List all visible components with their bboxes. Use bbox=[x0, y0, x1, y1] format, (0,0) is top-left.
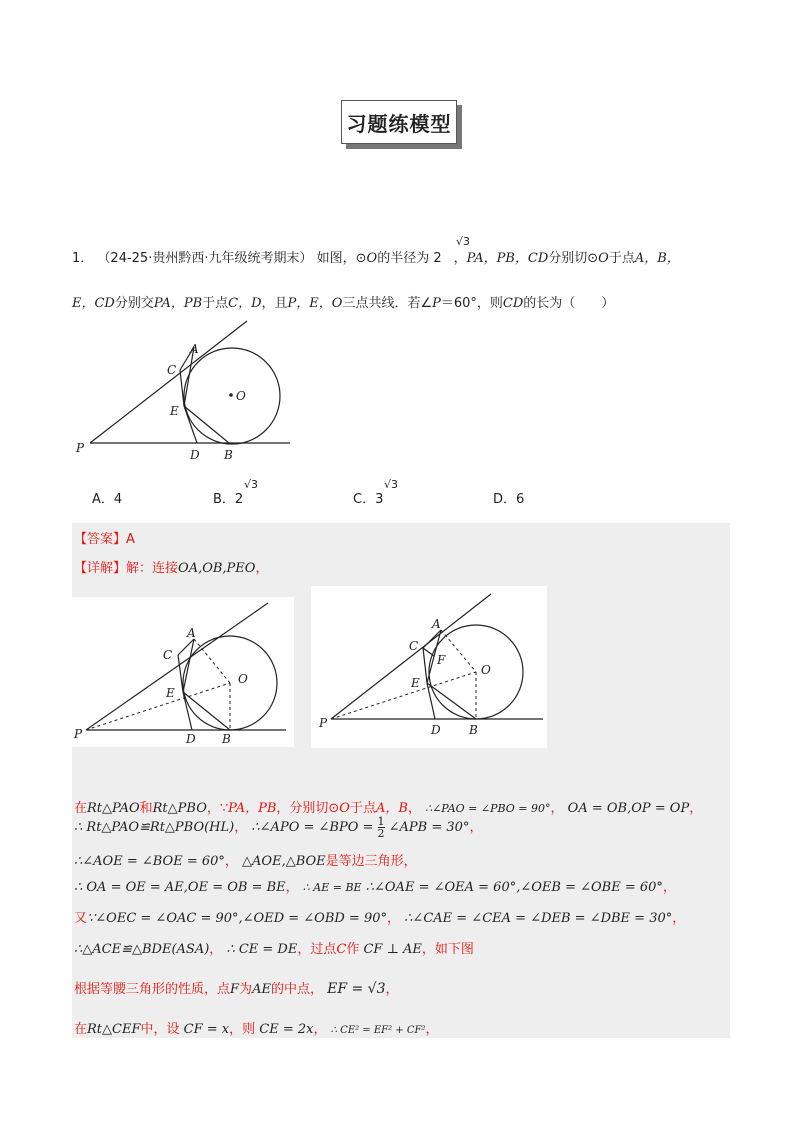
fig1-label-B: B bbox=[222, 732, 231, 746]
question-number: 1． bbox=[72, 251, 94, 266]
option-d[interactable]: D．6 bbox=[493, 492, 525, 507]
label-E: E bbox=[170, 404, 179, 418]
question-line-2: E，CD分别交PA，PB于点C，D，且P，E，O三点共线．若∠P＝60°，则CD的长为（ ） bbox=[72, 296, 615, 311]
fig1-label-P: P bbox=[74, 727, 83, 741]
solution-line-5: 又∵∠OEC = ∠OAC = 90°,∠OED = ∠OBD = 90°， ∴∠CAE = ∠CEA = ∠DEB = ∠DBE = 30°， bbox=[74, 911, 686, 926]
label-D: D bbox=[190, 448, 200, 462]
answer-value: A bbox=[126, 532, 135, 547]
option-a[interactable]: A．4 bbox=[92, 492, 123, 507]
answer-line: 【答案】A bbox=[74, 532, 135, 547]
fig2-label-A: A bbox=[432, 617, 441, 631]
section-title: 习题练模型 bbox=[341, 100, 457, 144]
solution-line-4: ∴ OA = OE = AE,OE = OB = BE， ∴ AE = BE ∴∠OAE = ∠OEA = 60°,∠OEB = ∠OBE = 60°， bbox=[74, 880, 676, 895]
fig1-label-C: C bbox=[163, 648, 173, 662]
detail-line: 【详解】解：连接OA,OB,PEO， bbox=[74, 561, 269, 576]
label-P: P bbox=[76, 441, 85, 455]
solution-line-7: 根据等腰三角形的性质，点F为AE的中点， EF = √3， bbox=[74, 981, 399, 997]
fig2-label-D: D bbox=[431, 723, 441, 737]
label-O: O bbox=[236, 389, 246, 403]
label-B: B bbox=[224, 448, 233, 462]
question-line-1: 1． （24-25·贵州黔西·九年级统考期末） 如图，⊙O的半径为 2 ，PA，PB，CD分别切⊙O于点A，B， bbox=[72, 251, 680, 266]
question-figure bbox=[72, 318, 302, 468]
question-source: （24-25·贵州黔西·九年级统考期末） bbox=[97, 251, 313, 266]
option-b-sqrt: √3 bbox=[244, 478, 259, 491]
solution-line-2: ∴ Rt△PAO≌Rt△PBO(HL)， ∴∠APO = ∠BPO = $\frac{1}{2}$ ∠APB = 30°， bbox=[74, 815, 483, 840]
fig2-label-E: E bbox=[411, 676, 420, 690]
fig1-label-O: O bbox=[238, 672, 248, 686]
radius-sqrt: √3 bbox=[456, 235, 471, 248]
fig1-label-A: A bbox=[187, 626, 196, 640]
label-A: A bbox=[190, 342, 199, 356]
fig2-label-C: C bbox=[409, 639, 419, 653]
solution-line-6: ∴△ACE≌△BDE(ASA)， ∴ CE = DE，过点C作 CF ⊥ AE，如下图 bbox=[74, 942, 474, 957]
radius-value: 2 bbox=[433, 251, 442, 266]
solution-line-1: 在Rt△PAO和Rt△PBO，∵PA，PB，分别切⊙O于点A，B， ∴∠PAO = ∠PBO = 90°， OA = OB,OP = OP， bbox=[74, 801, 703, 816]
solution-line-3: ∴∠AOE = ∠BOE = 60°， △AOE,△BOE是等边三角形， bbox=[74, 854, 417, 869]
fig1-label-E: E bbox=[166, 686, 175, 700]
fig2-label-O: O bbox=[481, 663, 491, 677]
solution-figure-2 bbox=[311, 586, 547, 748]
fig2-label-P: P bbox=[319, 716, 328, 730]
fig1-label-D: D bbox=[186, 732, 196, 746]
solution-figure-1 bbox=[72, 597, 294, 747]
fig2-label-B: B bbox=[469, 723, 478, 737]
label-C: C bbox=[167, 363, 177, 377]
option-c[interactable]: C．3 bbox=[353, 492, 384, 507]
fig2-label-F: F bbox=[437, 653, 446, 667]
solution-line-8: 在Rt△CEF中，设 CF = x，则 CE = 2x， ∴ CE² = EF² + CF²， bbox=[74, 1022, 439, 1037]
option-b[interactable]: B．2 bbox=[213, 492, 244, 507]
option-c-sqrt: √3 bbox=[384, 478, 399, 491]
